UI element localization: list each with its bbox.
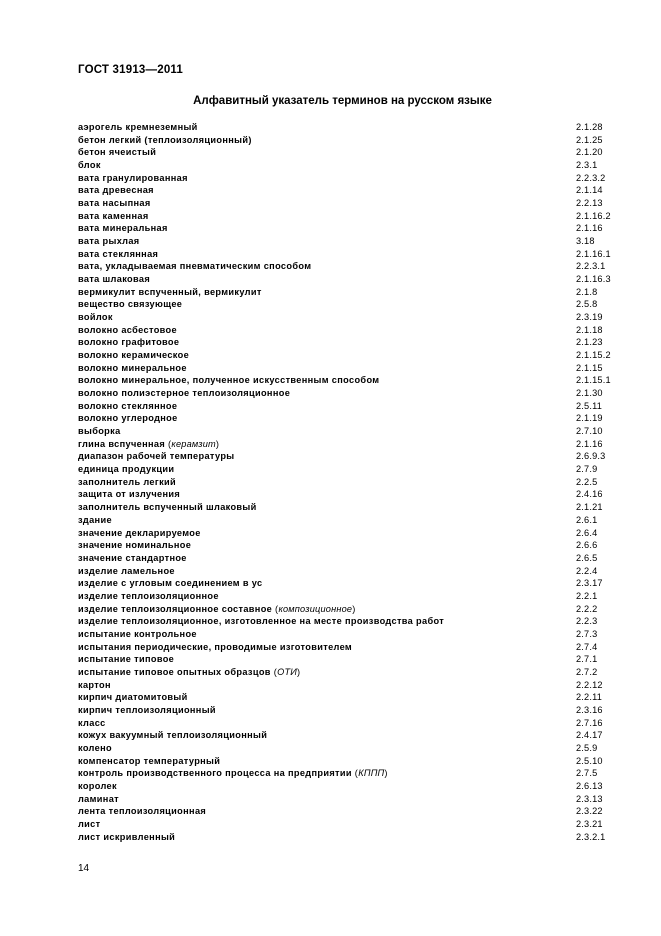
- index-clause-number: 2.7.9: [576, 464, 598, 475]
- index-entry: [78, 450, 618, 463]
- index-term-text: войлок: [78, 312, 113, 323]
- index-term: [78, 628, 197, 641]
- index-clause-number: 2.4.17: [576, 730, 603, 741]
- index-term: [78, 387, 290, 400]
- index-entry: [78, 298, 618, 311]
- index-term: [78, 311, 113, 324]
- index-term: [78, 666, 300, 679]
- index-clause-number: 2.1.15.1: [576, 375, 611, 386]
- index-term: [78, 679, 111, 692]
- index-clause-number: 2.1.20: [576, 147, 603, 158]
- index-term: [78, 197, 151, 210]
- index-entry: [78, 755, 618, 768]
- index-clause-number: 2.2.4: [576, 565, 598, 576]
- index-term-text: вата каменная: [78, 210, 149, 221]
- index-entry: [78, 425, 618, 438]
- index-term: [78, 286, 262, 299]
- index-clause-number: 2.2.5: [576, 476, 598, 487]
- index-term-text: глина вспученная: [78, 438, 166, 449]
- index-entry: [78, 260, 618, 273]
- index-clause-number: 2.1.18: [576, 324, 603, 335]
- index-clause-number: 2.7.16: [576, 717, 603, 728]
- index-term: [78, 134, 252, 147]
- index-term: [78, 767, 388, 780]
- index-term-text: вещество связующее: [78, 299, 183, 310]
- index-term-text: испытания периодические, проводимые изготовителем: [78, 641, 353, 652]
- index-clause-number: 2.1.16.3: [576, 274, 611, 285]
- index-entry: [78, 603, 618, 616]
- index-term: [78, 121, 198, 134]
- index-entry: [78, 248, 618, 261]
- index-clause-number: 2.3.19: [576, 312, 603, 323]
- index-clause-number: 2.1.8: [576, 286, 598, 297]
- index-entry: [78, 767, 618, 780]
- index-entry: [78, 527, 618, 540]
- index-term: [78, 539, 191, 552]
- index-clause-number: 2.7.3: [576, 628, 598, 639]
- index-term-text: колено: [78, 742, 112, 753]
- index-clause-number: 2.1.16.1: [576, 248, 611, 259]
- index-term-text: лента теплоизоляционная: [78, 806, 207, 817]
- page-title-text: Алфавитный указатель терминов на русском языке: [193, 95, 492, 107]
- index-term-text: диапазон рабочей температуры: [78, 451, 235, 462]
- index-clause-number: 2.3.16: [576, 704, 603, 715]
- index-entry: [78, 121, 618, 134]
- index-term-text: волокно минеральное, полученное искусственным способом: [78, 375, 380, 386]
- index-clause-number: 2.5.9: [576, 742, 598, 753]
- index-term-text: компенсатор температурный: [78, 755, 221, 766]
- index-entry: [78, 400, 618, 413]
- index-term-text: испытание типовое: [78, 654, 175, 665]
- index-clause-number: 2.3.21: [576, 818, 603, 829]
- index-term-text: бетон ячеистый: [78, 147, 157, 158]
- index-clause-number: 2.1.19: [576, 413, 603, 424]
- index-clause-number: 2.1.14: [576, 185, 603, 196]
- index-term: [78, 565, 175, 578]
- index-entry: [78, 146, 618, 159]
- index-term: [78, 793, 119, 806]
- index-term: [78, 742, 112, 755]
- index-entry: [78, 704, 618, 717]
- index-entry: [78, 805, 618, 818]
- index-term-text: изделие теплоизоляционное, изготовленное на месте производства работ: [78, 616, 445, 627]
- index-term-text: блок: [78, 160, 101, 171]
- index-term: [78, 222, 168, 235]
- index-entry: [78, 387, 618, 400]
- index-entry: [78, 539, 618, 552]
- index-entry: [78, 717, 618, 730]
- index-term-note: керамзит: [171, 438, 216, 449]
- index-clause-number: 2.3.13: [576, 793, 603, 804]
- index-term: [78, 691, 188, 704]
- index-term-text: вата, укладываемая пневматическим способом: [78, 261, 312, 272]
- index-clause-number: 2.3.1: [576, 160, 598, 171]
- index-entry: [78, 197, 618, 210]
- index-clause-number: 2.2.12: [576, 679, 603, 690]
- index-term: [78, 818, 101, 831]
- index-clause-number: 2.1.16.2: [576, 210, 611, 221]
- index-clause-number: 2.6.6: [576, 540, 598, 551]
- index-clause-number: 2.7.4: [576, 641, 598, 652]
- index-clause-number: 2.6.13: [576, 780, 603, 791]
- index-term: [78, 210, 149, 223]
- index-term-text: кирпич диатомитовый: [78, 692, 188, 703]
- index-clause-number: 2.1.16: [576, 223, 603, 234]
- index-entry: [78, 577, 618, 590]
- index-entry: [78, 324, 618, 337]
- index-term: [78, 146, 156, 159]
- index-clause-number: 2.7.1: [576, 654, 598, 665]
- index-term: [78, 717, 106, 730]
- index-entry: [78, 666, 618, 679]
- index-clause-number: 2.3.17: [576, 578, 603, 589]
- index-term: [78, 527, 201, 540]
- index-term-text: контроль производственного процесса на предприятии: [78, 768, 352, 779]
- index-term: [78, 362, 187, 375]
- index-term: [78, 349, 189, 362]
- index-term-text: изделие теплоизоляционное составное: [78, 603, 273, 614]
- index-clause-number: 2.1.21: [576, 502, 603, 513]
- index-term: [78, 476, 176, 489]
- paren-open: (: [272, 603, 279, 614]
- index-term: [78, 400, 177, 413]
- index-entry: [78, 729, 618, 742]
- index-clause-number: 2.6.5: [576, 552, 598, 563]
- index-clause-number: 2.6.9.3: [576, 451, 606, 462]
- index-term-text: заполнитель вспученный шлаковый: [78, 502, 257, 513]
- index-entry: [78, 818, 618, 831]
- index-term: [78, 603, 356, 616]
- index-term-text: вата насыпная: [78, 198, 151, 209]
- index-term: [78, 235, 140, 248]
- index-clause-number: 2.1.30: [576, 388, 603, 399]
- index-clause-number: 2.2.1: [576, 590, 598, 601]
- index-entry: [78, 476, 618, 489]
- paren-close: ): [297, 666, 301, 677]
- index-entry: [78, 831, 618, 844]
- index-term-text: вермикулит вспученный, вермикулит: [78, 286, 262, 297]
- index-term-text: аэрогель кремнеземный: [78, 122, 198, 132]
- index-term: [78, 501, 257, 514]
- index-term-text: волокно графитовое: [78, 337, 180, 348]
- index-term: [78, 159, 101, 172]
- index-term-text: вата гранулированная: [78, 172, 188, 183]
- index-entry: [78, 172, 618, 185]
- index-term-text: выборка: [78, 426, 121, 437]
- index-term: [78, 374, 379, 387]
- index-term-text: класс: [78, 717, 106, 728]
- index-term-text: кирпич теплоизоляционный: [78, 704, 216, 715]
- index-term-text: единица продукции: [78, 464, 175, 475]
- page-number: 14: [78, 863, 90, 874]
- index-term: [78, 184, 154, 197]
- index-term-text: ламинат: [78, 793, 119, 804]
- index-entry: [78, 184, 618, 197]
- index-clause-number: 2.6.1: [576, 514, 598, 525]
- index-entry: [78, 628, 618, 641]
- index-term: [78, 172, 188, 185]
- index-term: [78, 488, 180, 501]
- index-clause-number: 2.6.4: [576, 527, 598, 538]
- index-term-text: испытание типовое опытных образцов: [78, 666, 271, 677]
- index-clause-number: 2.1.28: [576, 122, 603, 132]
- index-term: [78, 755, 220, 768]
- index-entry: [78, 780, 618, 793]
- index-term-note: КППП: [358, 768, 385, 779]
- index-entry: [78, 222, 618, 235]
- index-clause-number: 2.3.2.1: [576, 831, 606, 842]
- index-entry: [78, 590, 618, 603]
- index-term: [78, 641, 352, 654]
- paren-open: (: [351, 768, 359, 779]
- index-entry: [78, 514, 618, 527]
- index-term-text: лист искривленный: [78, 831, 176, 842]
- index-entry: [78, 159, 618, 172]
- index-term: [78, 831, 175, 844]
- index-entry: [78, 374, 618, 387]
- index-clause-number: 2.1.15.2: [576, 350, 611, 361]
- index-term-text: волокно стеклянное: [78, 400, 178, 411]
- index-entry: [78, 311, 618, 324]
- index-term-text: вата древесная: [78, 185, 154, 196]
- index-term-text: изделие ламельное: [78, 565, 175, 576]
- index-entry: [78, 565, 618, 578]
- index-term-text: изделие теплоизоляционное: [78, 590, 219, 601]
- index-entry: [78, 336, 618, 349]
- index-entry: [78, 742, 618, 755]
- index-clause-number: 2.2.2: [576, 603, 598, 614]
- index-clause-number: 2.2.11: [576, 692, 603, 703]
- index-entry: [78, 463, 618, 476]
- index-term-text: значение декларируемое: [78, 527, 201, 538]
- index-clause-number: 2.2.3.1: [576, 261, 606, 272]
- index-clause-number: 2.1.15: [576, 362, 603, 373]
- index-term: [78, 412, 178, 425]
- index-term: [78, 273, 150, 286]
- index-entry: [78, 641, 618, 654]
- document-header: ГОСТ 31913—2011: [78, 64, 183, 76]
- index-entry: [78, 438, 618, 451]
- index-entry: [78, 412, 618, 425]
- index-clause-number: 2.7.2: [576, 666, 598, 677]
- page-title: [0, 95, 661, 107]
- index-term-text: вата шлаковая: [78, 274, 151, 285]
- index-entry: [78, 235, 618, 248]
- paren-close: ): [352, 603, 356, 614]
- index-term: [78, 324, 177, 337]
- index-term-text: вата стеклянная: [78, 248, 159, 259]
- index-clause-number: 2.1.25: [576, 134, 603, 145]
- index-term-text: испытание контрольное: [78, 628, 197, 639]
- index-entry: [78, 793, 618, 806]
- index-term: [78, 615, 444, 628]
- paren-open: (: [165, 438, 172, 449]
- index-term-text: значение стандартное: [78, 552, 187, 563]
- index-clause-number: 2.2.13: [576, 198, 603, 209]
- index-clause-number: 2.5.10: [576, 755, 603, 766]
- index-term-text: волокно керамическое: [78, 350, 190, 361]
- index-entry: [78, 615, 618, 628]
- index-term-text: изделие с угловым соединением в ус: [78, 578, 263, 589]
- index-term-text: значение номинальное: [78, 540, 192, 551]
- index-entry: [78, 362, 618, 375]
- index-term: [78, 260, 311, 273]
- index-clause-number: 2.3.22: [576, 806, 603, 817]
- index-term-text: волокно асбестовое: [78, 324, 177, 335]
- index-clause-number: 2.5.11: [576, 400, 603, 411]
- index-term-note: ОТИ: [277, 666, 298, 677]
- index-term-text: картон: [78, 679, 111, 690]
- index-term: [78, 780, 117, 793]
- index-term: [78, 450, 234, 463]
- index-entry: [78, 134, 618, 147]
- index-clause-number: 2.2.3: [576, 616, 598, 627]
- index-term-note: композиционное: [278, 603, 353, 614]
- paren-close: ): [215, 438, 220, 449]
- index-term-text: королек: [78, 780, 117, 791]
- index-term: [78, 653, 174, 666]
- index-term: [78, 438, 219, 451]
- index-clause-number: 2.7.5: [576, 768, 598, 779]
- index-entry: [78, 273, 618, 286]
- index-term-text: заполнитель легкий: [78, 476, 177, 487]
- index-entry: [78, 488, 618, 501]
- index-term-text: волокно минеральное: [78, 362, 187, 373]
- index-clause-number: 2.5.8: [576, 299, 598, 310]
- index-entry: [78, 691, 618, 704]
- index-term-text: здание: [78, 514, 112, 525]
- index-term-text: волокно полиэстерное теплоизоляционное: [78, 388, 291, 399]
- index-entry: [78, 210, 618, 223]
- index-term: [78, 552, 187, 565]
- index-term-text: лист: [78, 818, 101, 829]
- index-term-text: волокно углеродное: [78, 413, 178, 424]
- index-clause-number: 3.18: [576, 236, 595, 247]
- index-term: [78, 704, 216, 717]
- paren-close: ): [384, 768, 388, 779]
- index-term-text: бетон легкий (теплоизоляционный): [78, 134, 252, 145]
- index-entry: [78, 349, 618, 362]
- index-term: [78, 248, 158, 261]
- index-entry: [78, 286, 618, 299]
- paren-open: (: [270, 666, 278, 677]
- index-term: [78, 577, 262, 590]
- index-term: [78, 463, 174, 476]
- index-term: [78, 336, 179, 349]
- index-clause-number: 2.7.10: [576, 426, 603, 437]
- index-clause-number: 2.1.16: [576, 438, 603, 449]
- index-term: [78, 729, 267, 742]
- index-term: [78, 425, 121, 438]
- index-term: [78, 590, 219, 603]
- index-term-text: вата минеральная: [78, 223, 168, 234]
- index-term-text: защита от излучения: [78, 489, 181, 500]
- index-entry: [78, 653, 618, 666]
- index-term: [78, 805, 206, 818]
- index-clause-number: 2.2.3.2: [576, 172, 606, 183]
- index-entry: [78, 679, 618, 692]
- index-term: [78, 298, 182, 311]
- index-term-text: кожух вакуумный теплоизоляционный: [78, 730, 268, 741]
- term-index: [78, 121, 618, 843]
- index-entry: [78, 501, 618, 514]
- index-term: [78, 514, 112, 527]
- index-entry: [78, 552, 618, 565]
- index-clause-number: 2.1.23: [576, 337, 603, 348]
- index-clause-number: 2.4.16: [576, 489, 603, 500]
- index-term-text: вата рыхлая: [78, 236, 140, 247]
